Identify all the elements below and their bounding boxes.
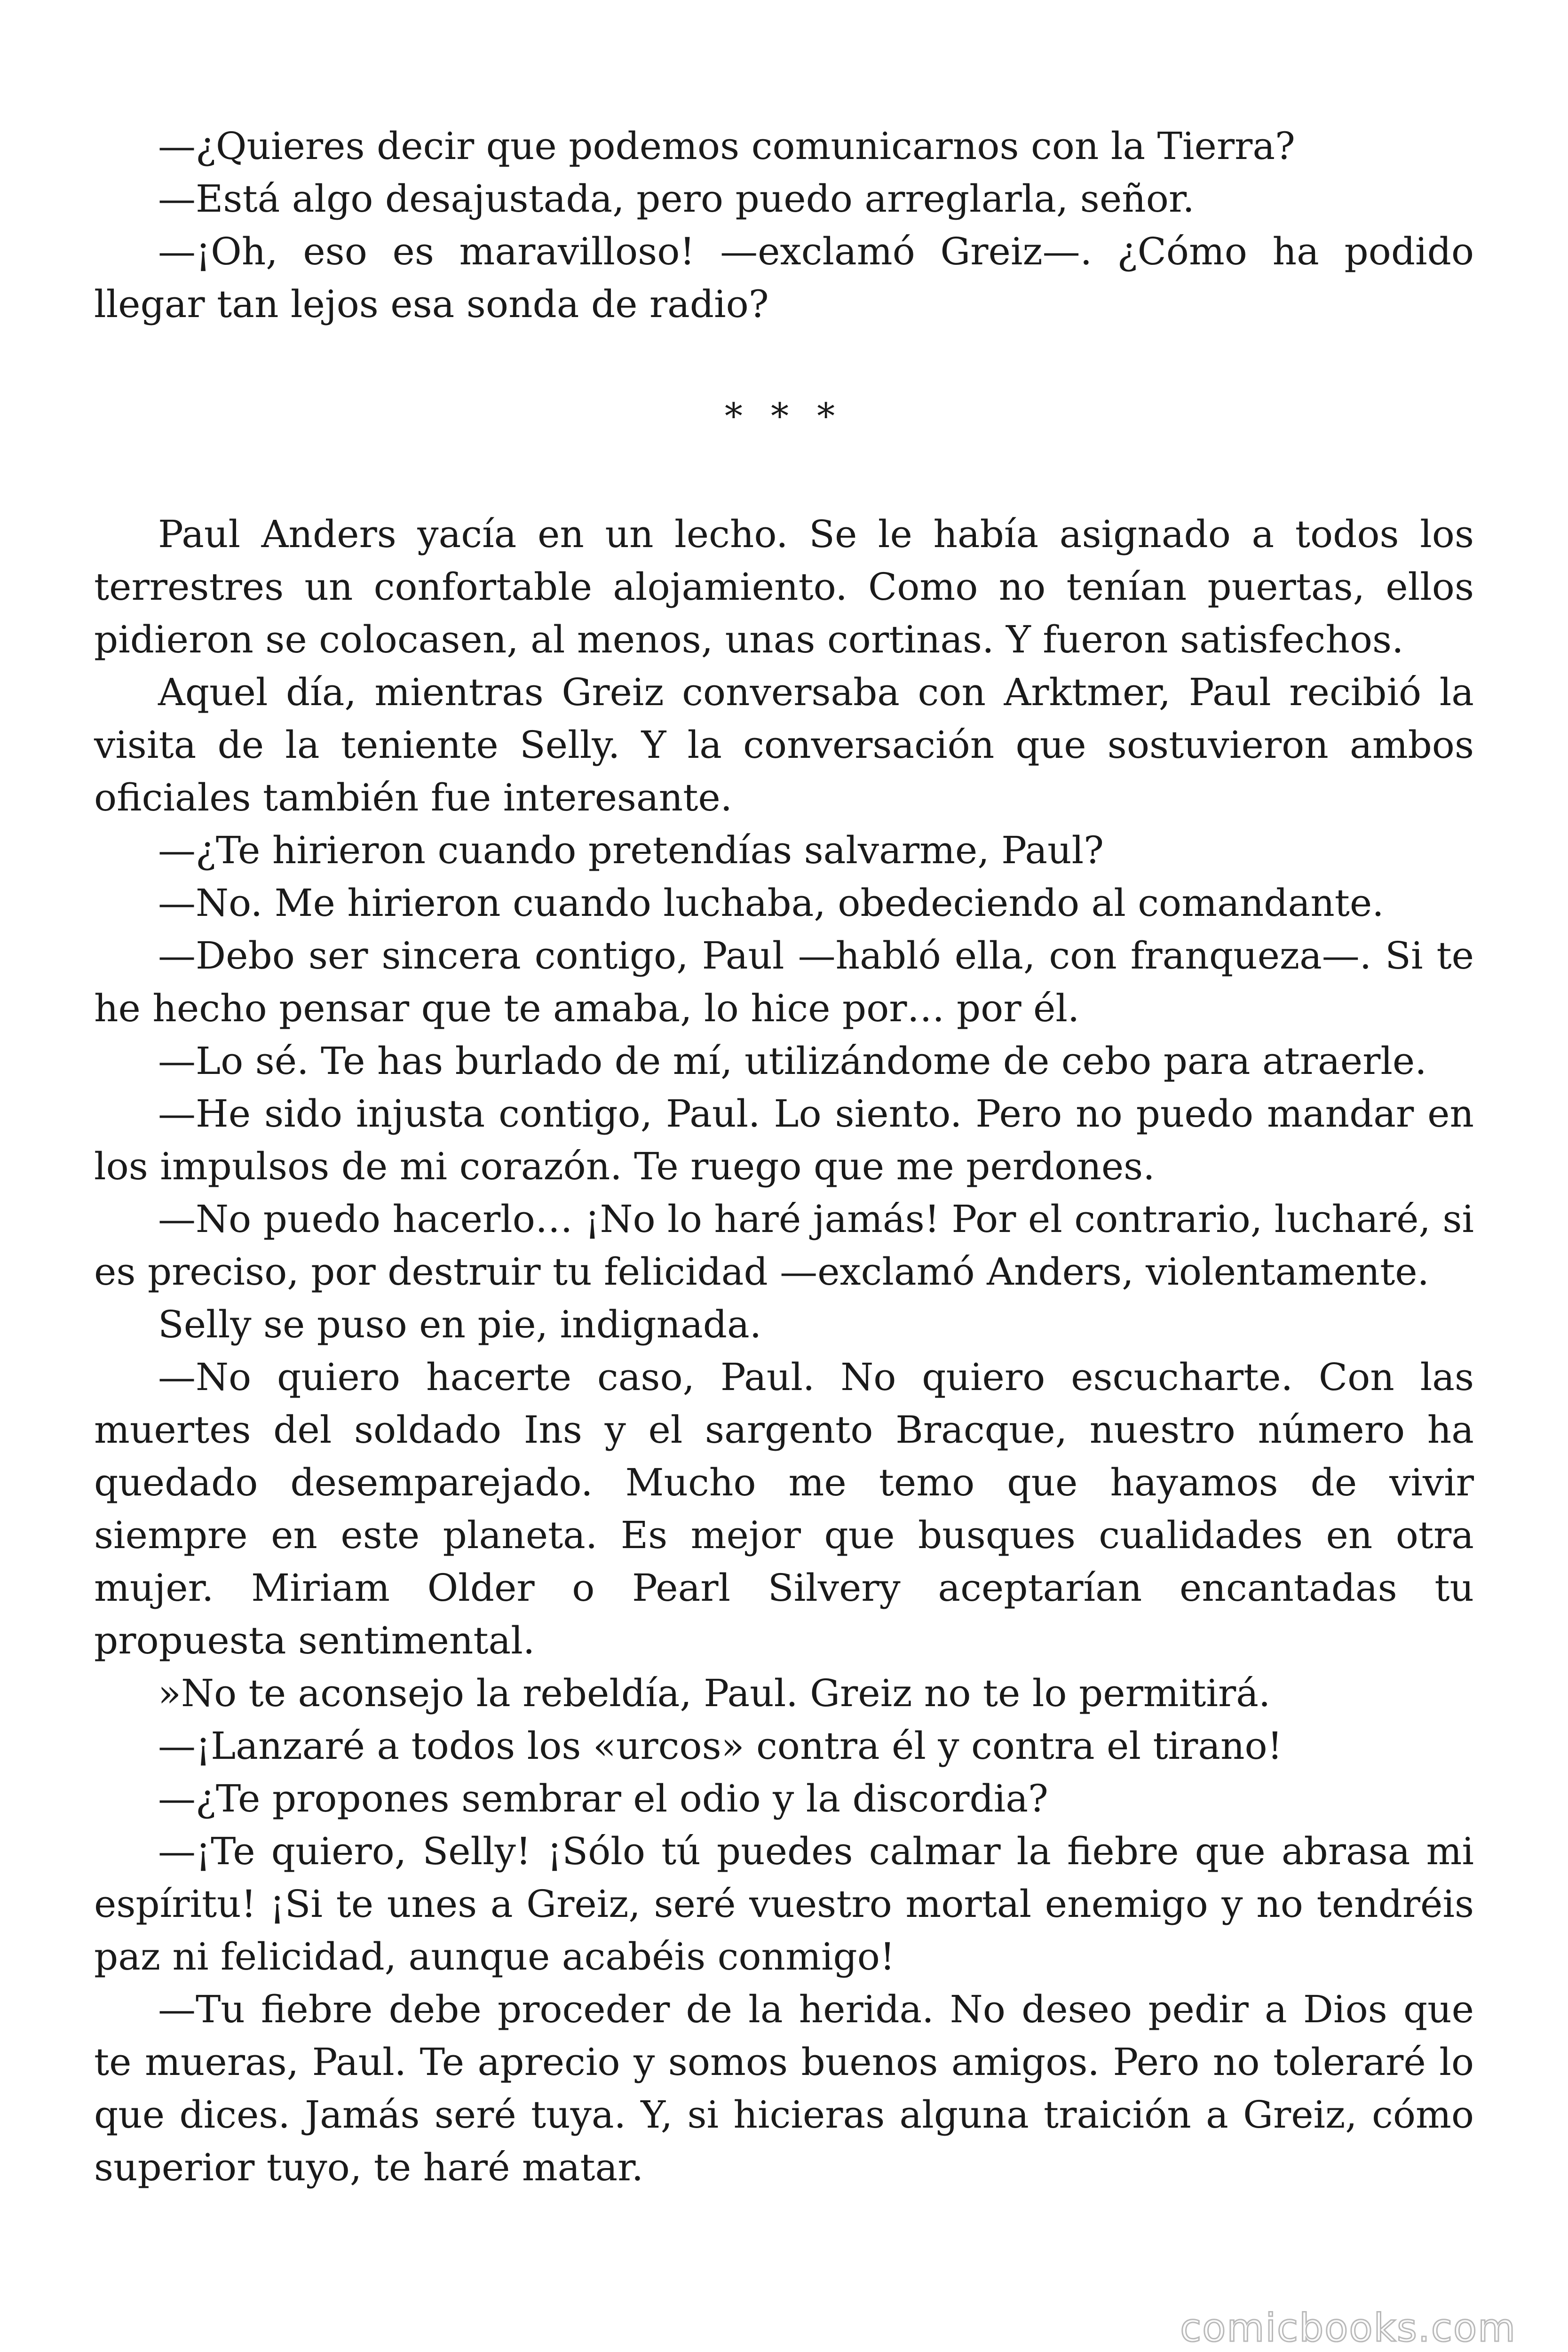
paragraph: Aquel día, mientras Greiz conversaba con Arktmer, Paul recibió la visita de la teniente Selly. Y la conversación que sostuvieron ambos oficiales también fue interesante. (94, 670, 1474, 819)
watermark: comicbooks.com (1180, 2306, 1516, 2351)
paragraph: —Lo sé. Te has burlado de mí, utilizándome de cebo para atraerle. (158, 1039, 1427, 1083)
paragraph: —¿Te hirieron cuando pretendías salvarme, Paul? (158, 828, 1104, 872)
section-break: * * * (724, 395, 844, 437)
paragraph: —¡Oh, eso es maravilloso! —exclamó Greiz—. ¿Cómo ha podido llegar tan lejos esa sonda de radio? (94, 230, 1474, 326)
paragraph: —No puedo hacerlo… ¡No lo haré jamás! Por el contrario, lucharé, si es preciso, por destruir tu felicidad —exclamó Anders, violentamente. (94, 1197, 1474, 1294)
paragraph: —Está algo desajustada, pero puedo arreglarla, señor. (158, 177, 1195, 221)
paragraph: »No te aconsejo la rebeldía, Paul. Greiz no te lo permitirá. (158, 1671, 1271, 1715)
paragraph: Selly se puso en pie, indignada. (158, 1303, 762, 1346)
text-block-after-break (94, 508, 1474, 2194)
paragraph: —¿Te propones sembrar el odio y la discordia? (158, 1777, 1048, 1820)
paragraph: —Tu fiebre debe proceder de la herida. No deseo pedir a Dios que te mueras, Paul. Te aprecio y somos buenos amigos. Pero no toleraré lo que dices. Jamás seré tuya. Y, si hicieras alguna traición a Greiz, cómo superior tuyo, te haré matar. (94, 1987, 1474, 2189)
paragraph: Paul Anders yacía en un lecho. Se le había asignado a todos los terrestres un confortable alojamiento. Como no tenían puertas, ellos pidieron se colocasen, al menos, unas cortinas. Y fueron satisfechos. (94, 512, 1474, 661)
paragraph: —¡Lanzaré a todos los «urcos» contra él y contra el tirano! (158, 1724, 1283, 1768)
paragraph: —He sido injusta contigo, Paul. Lo siento. Pero no puedo mandar en los impulsos de mi corazón. Te ruego que me perdones. (94, 1092, 1474, 1188)
text-block-before-break (94, 120, 1474, 331)
paragraph: —¿Quieres decir que podemos comunicarnos con la Tierra? (158, 124, 1295, 168)
paragraph: —No quiero hacerte caso, Paul. No quiero escucharte. Con las muertes del soldado Ins y el sargento Bracque, nuestro número ha quedado desemparejado. Mucho me temo que hayamos de vivir siempre en este planeta. Es mejor que busques cualidades en otra mujer. Miriam Older o Pearl Silvery aceptarían encantadas tu propuesta sentimental. (94, 1355, 1474, 1662)
paragraph: —Debo ser sincera contigo, Paul —habló ella, con franqueza—. Si te he hecho pensar que te amaba, lo hice por… por él. (94, 934, 1474, 1030)
paragraph: —¡Te quiero, Selly! ¡Sólo tú puedes calmar la fiebre que abrasa mi espíritu! ¡Si te unes a Greiz, seré vuestro mortal enemigo y no tendréis paz ni felicidad, aunque acabéis conmigo! (94, 1829, 1474, 1979)
paragraph: —No. Me hirieron cuando luchaba, obedeciendo al comandante. (158, 881, 1384, 925)
